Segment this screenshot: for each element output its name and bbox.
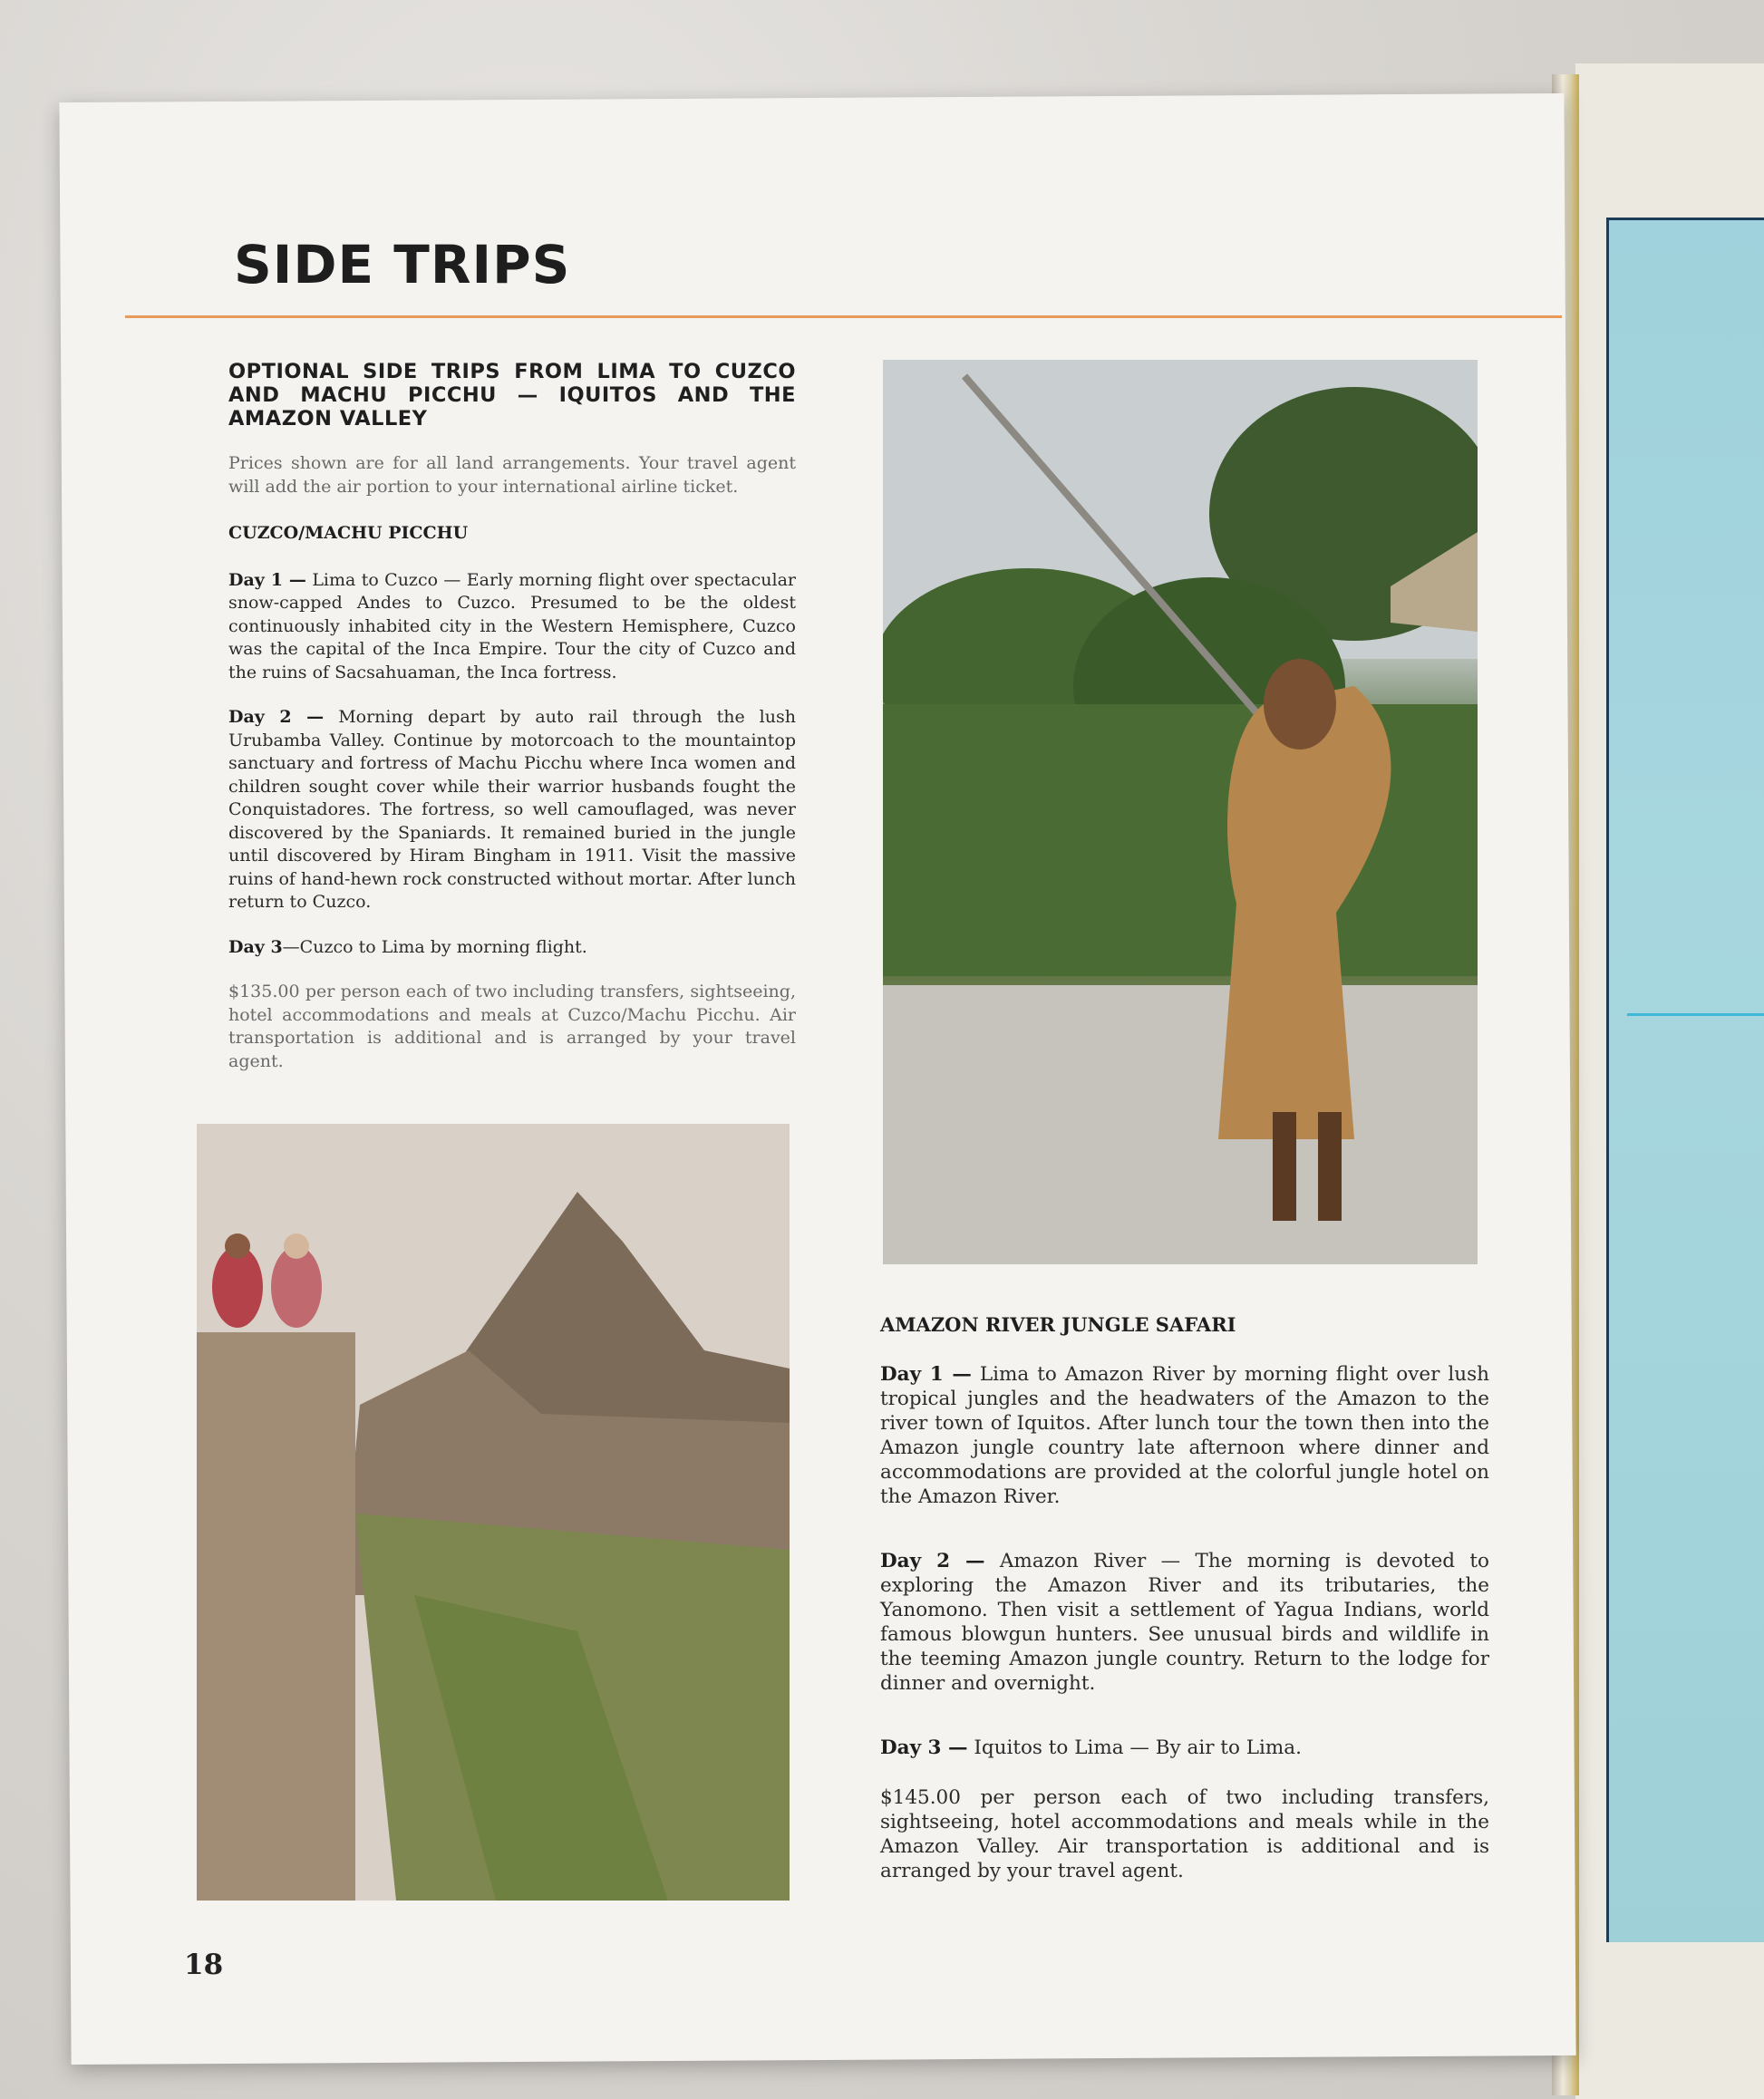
machu-picchu-photo [197, 1124, 790, 1901]
day-label: Day 1 — [228, 569, 306, 590]
machu-picchu-illustration [197, 1124, 790, 1901]
day-text: Morning depart by auto rail through the lush Urubamba Valley. Continue by motorcoach to the mountaintop sanctuary and fortress of Machu Picchu where Inca women and children sought cover while their warrior husbands fought the Conquistadores. The fortress, so well camouflaged, was never discovered by the Spaniards. It remained buried in the jungle until discovered by Hiram Bingham in 1911. Visit the massive ruins of hand-hewn rock constructed without mortar. After lunch return to Cuzco. [228, 707, 796, 912]
page-number: 18 [184, 1949, 224, 1981]
left-column [228, 360, 796, 1073]
intro-text: Prices shown are for all land arrangements. Your travel agent will add the air portion to your international airline ticket. [228, 453, 796, 497]
amazon-price: $145.00 per person each of two including transfers, sightseeing, hotel accommodations and meals while in the Amazon Valley. Air transportation is additional and is arranged by your travel agent. [880, 1786, 1489, 1882]
facing-page-map-panel [1606, 218, 1764, 1942]
title-rule [125, 315, 1562, 318]
amazon-day-2 [880, 1549, 1489, 1696]
day-label: Day 3 — [880, 1736, 968, 1759]
day-label: Day 1 — [880, 1363, 972, 1386]
day-text: Iquitos to Lima — By air to Lima. [974, 1736, 1302, 1759]
day-text: Amazon River — The morning is devoted to exploring the Amazon River and its tributaries, the Yanomono. Then visit a settlement of Yagua Indians, world famous blowgun hunters. See unusual birds and wildlife in the teeming Amazon jungle country. Return to the lodge for dinner and overnight. [880, 1550, 1489, 1695]
amazon-day-1 [880, 1362, 1489, 1509]
blowgun-hunter-photo [883, 360, 1478, 1264]
right-column [880, 1312, 1489, 1883]
day-label: Day 2 — [228, 707, 325, 727]
cuzco-day-1 [228, 569, 796, 685]
amazon-day-3 [880, 1736, 1489, 1760]
side-trips-heading: OPTIONAL SIDE TRIPS FROM LIMA TO CUZCO AND MACHU PICCHU — IQUITOS AND THE AMAZON VALLEY [228, 360, 796, 430]
blowgun-hunter-illustration [883, 360, 1478, 1264]
day-text: —Cuzco to Lima by morning flight. [282, 936, 587, 957]
page-title: SIDE TRIPS [234, 234, 571, 295]
cuzco-section-title: CUZCO/MACHU PICCHU [228, 523, 469, 543]
day-text: Lima to Cuzco — Early morning flight over spectacular snow-capped Andes to Cuzco. Presumed to be the oldest continuously inhabited city in the Western Hemisphere, Cuzco was the capital of the Inca Empire. Tour the city of Cuzco and the ruins of Sacsahuaman, the Inca fortress. [228, 569, 796, 682]
day-label: Day 2 — [880, 1550, 985, 1572]
day-label: Day 3 [228, 936, 283, 957]
day-text: Lima to Amazon River by morning flight over lush tropical jungles and the headwaters of the Amazon to the river town of Iquitos. After lunch tour the town then into the Amazon jungle country late afternoon where dinner and accommodations are provided at the colorful jungle hotel on the Amazon River. [880, 1363, 1489, 1508]
cuzco-day-2 [228, 706, 796, 914]
amazon-section-title: AMAZON RIVER JUNGLE SAFARI [880, 1313, 1236, 1336]
cuzco-day-3 [228, 936, 796, 960]
cuzco-price: $135.00 per person each of two including transfers, sightseeing, hotel accommodations and meals at Cuzco/Machu Picchu. Air transportation is additional and is arranged by your travel agent. [228, 982, 796, 1071]
